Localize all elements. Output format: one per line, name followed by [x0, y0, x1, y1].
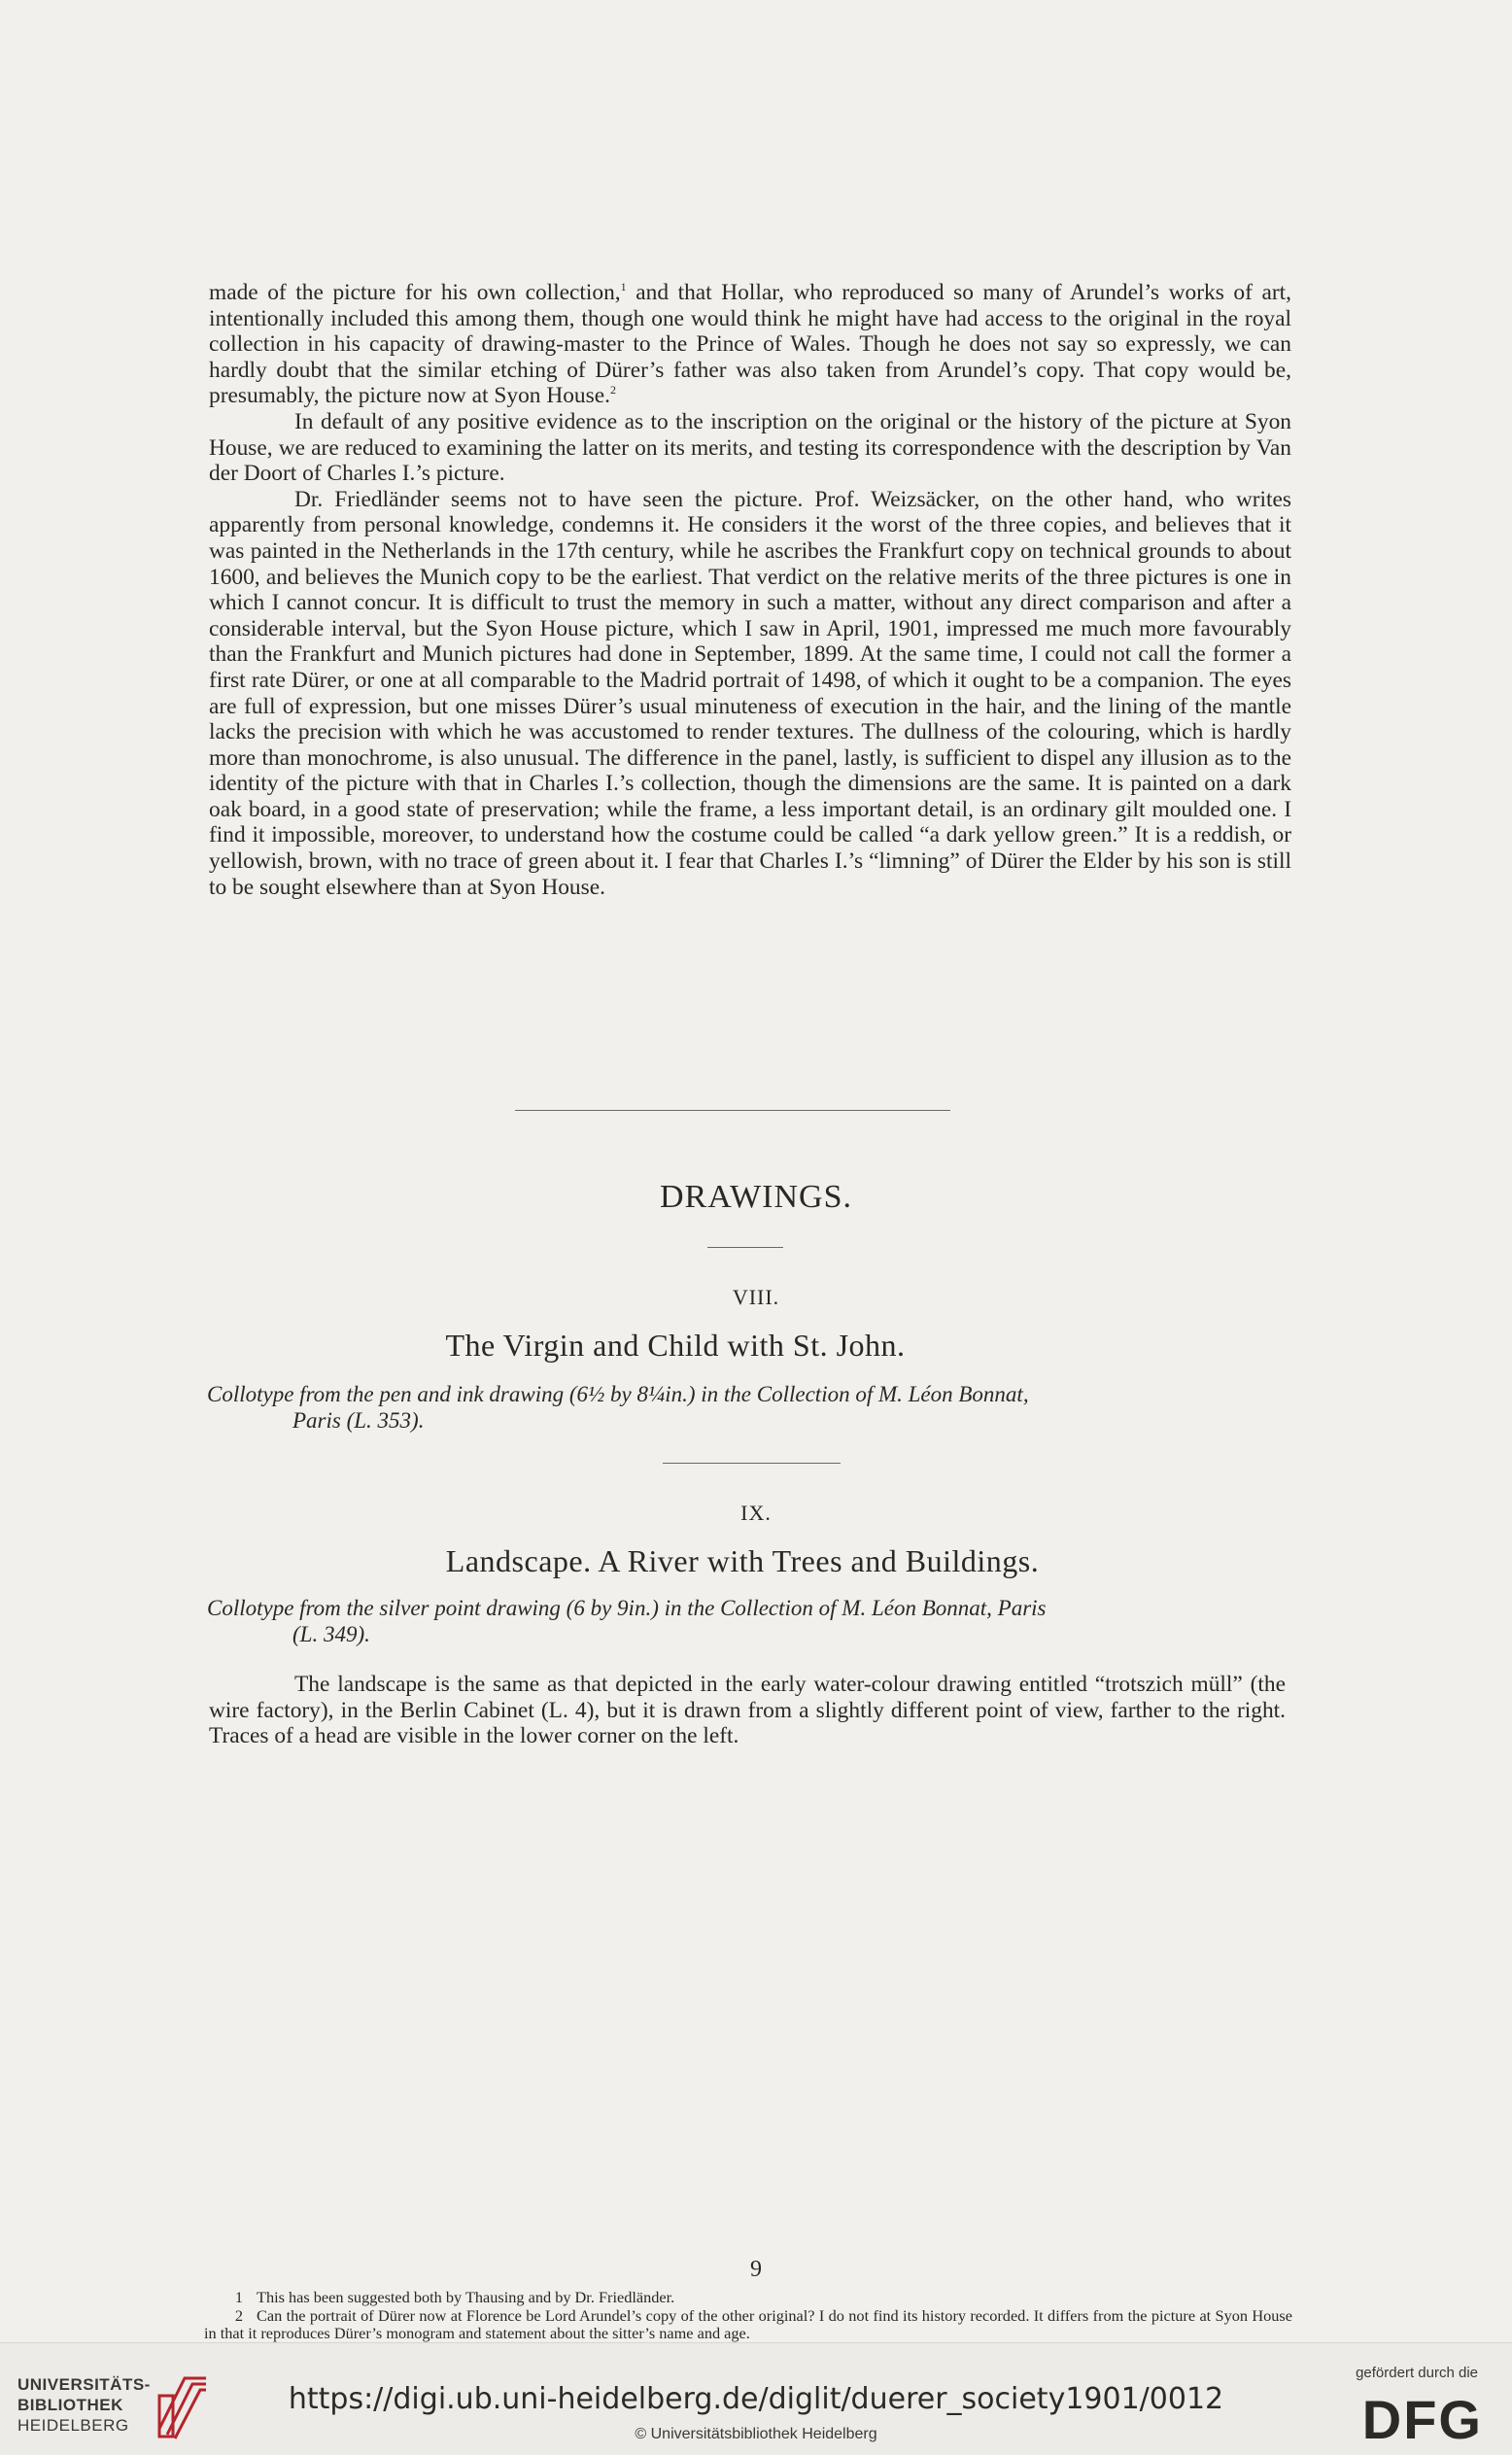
paragraph-2: In default of any positive evidence as to the inscription on the original or the history of the picture at Syon House, we are reduced to examining the latter on its merits, and testing its correspondence with the description by Van der Doort of Charles I.’s picture.: [209, 408, 1291, 487]
paragraph-3: Dr. Friedländer seems not to have seen the picture. Prof. Weizsäcker, on the other hand, who writes apparently from personal knowledge, condemns it. He considers it the worst of the three copies, and believes that it was painted in the Netherlands in the 17th century, while he ascribes the Frankfurt copy on technical grounds to about 1600, and believes the Munich copy to be the earliest. That verdict on the relative merits of the three pictures is one in which I cannot concur. It is difficult to trust the memory in such a matter, without any direct comparison and after a considerable interval, but the Syon House picture, which I saw in April, 1901, impressed me much more favourably than the Frankfurt and Munich pictures had done in September, 1899. At the same time, I could not call the former a first rate Dürer, or one at all comparable to the Madrid portrait of 1498, of which it ought to be a companion. The eyes are full of expression, but one misses Dürer’s usual minuteness of execution in the hair, and the lining of the mantle lacks the precision with which he was accustomed to render textures. The dullness of the colouring, which is hardly more than monochrome, is also unusual. The difference in the panel, lastly, is sufficient to dispel any illusion as to the identity of the picture with that in Charles I.’s collection, though the dimensions are the same. It is painted on a dark oak board, in a good state of preservation; while the frame, a less important detail, is an ordinary gilt moulded one. I find it impossible, moreover, to understand how the costume could be called “a dark yellow green.” It is a reddish, or yellowish, brown, with no trace of green about it. I fear that Charles I.’s “limning” of Dürer the Elder by his son is still to be sought elsewhere than at Syon House.: [209, 486, 1291, 900]
library-name-line2: BIBLIOTHEK: [17, 2396, 123, 2414]
dfg-logo[interactable]: DFG: [1361, 2389, 1483, 2450]
footnote-1-line: [204, 2289, 1292, 2307]
viewer-footer: [0, 2342, 1512, 2455]
plate-title-ix: Landscape. A River with Trees and Buildings.: [445, 1543, 1040, 1578]
library-name-line1: UNIVERSITÄTS-: [17, 2375, 151, 2394]
section-divider: [515, 1110, 950, 1111]
copyright-notice: © Universitätsbibliothek Heidelberg: [635, 2426, 877, 2442]
description-ix: The landscape is the same as that depicted in the early water-colour drawing entitled “trotszich müll” (the wire factory), in the Berlin Cabinet (L. 4), but it is drawn from a slightly different point of view, farther to the right. Traces of a head are visible in the lower corner on the left.: [209, 1672, 1286, 1749]
permalink-url[interactable]: https://digi.ub.uni-heidelberg.de/diglit/duerer_society1901/0012: [288, 2382, 1224, 2416]
caption-viii-line2: Paris (L. 353).: [292, 1408, 425, 1433]
caption-ix-line1: Collotype from the silver point drawing (6 by 9in.) in the Collection of M. Léon Bonnat, Paris: [207, 1596, 1047, 1620]
plate-numeral-ix: IX.: [740, 1501, 772, 1525]
body-text: [209, 280, 1291, 900]
footnote-2-line: [204, 2307, 1292, 2343]
plate-description: [209, 1672, 1286, 1749]
library-name-line3: HEIDELBERG: [17, 2416, 129, 2435]
footnote-2-number: 2: [234, 2305, 243, 2325]
plate-numeral-viii: VIII.: [732, 1285, 780, 1309]
plate-title-viii: The Virgin and Child with St. John.: [445, 1328, 906, 1363]
heading-underline: [707, 1247, 783, 1248]
plate-caption-ix: [207, 1595, 1290, 1647]
footnote-2-text: Can the portrait of Dürer now at Florence be Lord Arundel’s copy of the other original? I do not find its history recorded. It differs from the picture at Syon House in that it reproduces Dürer’s monogram and statement about the sitter’s name and age.: [204, 2305, 1292, 2342]
footnote-list: [204, 2289, 1292, 2343]
funding-note: gefördert durch die: [1356, 2365, 1478, 2381]
plate-divider: [663, 1463, 841, 1464]
caption-ix-line2: (L. 349).: [292, 1622, 370, 1646]
footnote-1-number: 1: [234, 2288, 243, 2306]
footnote-1-text: This has been suggested both by Thausing and by Dr. Friedländer.: [257, 2288, 675, 2306]
plate-caption-viii: [207, 1381, 1290, 1434]
caption-viii-line1: Collotype from the pen and ink drawing (6½ by 8¼in.) in the Collection of M. Léon Bonnat,: [207, 1382, 1029, 1406]
paragraph-1: made of the picture for his own collection,$^1$ and that Hollar, who reproduced so many of Arundel’s works of art, intentionally included this among them, though one would think he might have had access to the original in the royal collection in his capacity of drawing-master to the Prince of Wales. Though he does not say so expressly, we can hardly doubt that the similar etching of Dürer’s father was also taken from Arundel’s copy. That copy would be, presumably, the picture now at Syon House.$^2$: [209, 280, 1292, 409]
page-number: 9: [750, 2257, 762, 2282]
section-heading: DRAWINGS.: [660, 1179, 852, 1215]
